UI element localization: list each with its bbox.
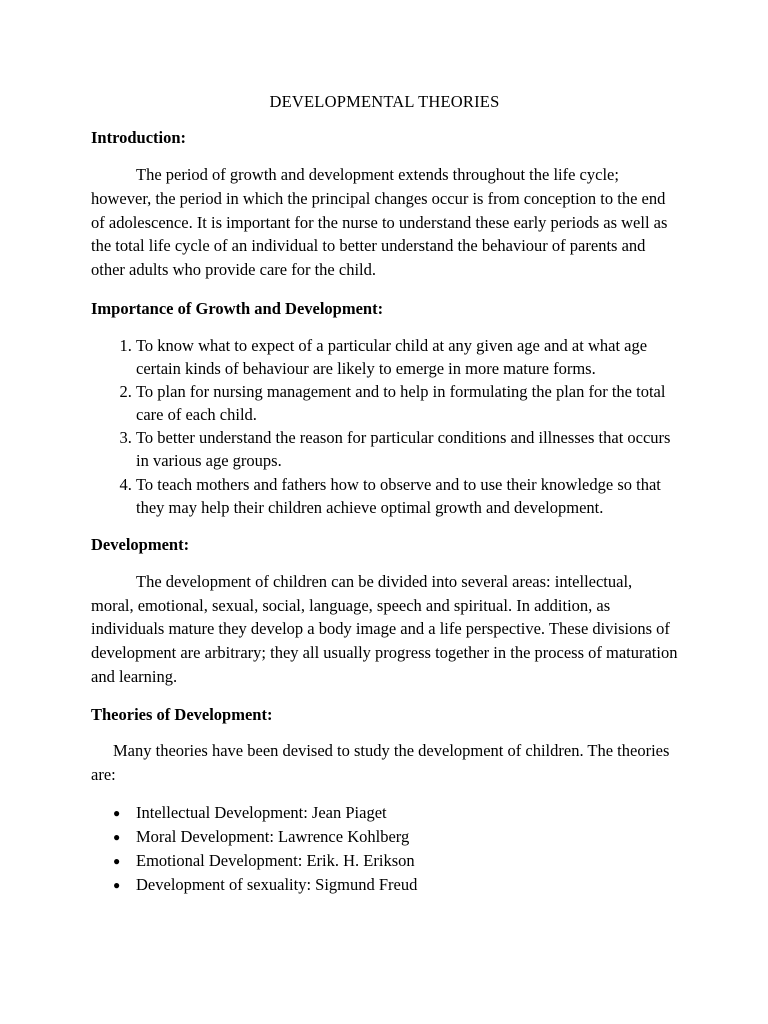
importance-list-item: 3. To better understand the reason for particular conditions and illnesses that occurs in various age groups. bbox=[136, 426, 678, 472]
theory-text: Emotional Development: Erik. H. Erikson bbox=[136, 851, 415, 871]
introduction-section bbox=[91, 126, 678, 282]
theories-intro-paragraph: Many theories have been devised to study the development of children. The theories are: bbox=[91, 740, 670, 784]
importance-list-item: 4. To teach mothers and fathers how to observe and to use their knowledge so that they may help their children achieve optimal growth and development. bbox=[136, 473, 678, 519]
theory-text: Development of sexuality: Sigmund Freud bbox=[136, 875, 418, 895]
theories-list bbox=[91, 801, 678, 897]
bullet-icon: ● bbox=[113, 830, 121, 845]
development-paragraph: The development of children can be divided into several areas: intellectual, moral, emotional, sexual, social, language, speech and spiritual. In addition, as individuals mature they develop a body image and a life perspective. These divisions of development are arbitrary; they all usually progress together in the process of maturation and learning. bbox=[91, 571, 678, 686]
theories-heading: Theories of Development: bbox=[91, 704, 273, 724]
theory-list-item bbox=[91, 825, 678, 849]
bullet-icon: ● bbox=[113, 878, 121, 893]
importance-list bbox=[91, 334, 678, 519]
theories-section bbox=[91, 703, 678, 898]
development-heading: Development: bbox=[91, 534, 190, 554]
document-title: DEVELOPMENTAL THEORIES bbox=[269, 92, 500, 111]
bullet-icon: ● bbox=[113, 854, 121, 869]
development-section bbox=[91, 533, 678, 689]
importance-heading: Importance of Growth and Development: bbox=[91, 298, 384, 318]
importance-list-item: 1. To know what to expect of a particular child at any given age and at what age certain kinds of behaviour are likely to emerge in more mature forms. bbox=[136, 334, 678, 380]
theory-list-item bbox=[91, 849, 678, 873]
theory-text: Intellectual Development: Jean Piaget bbox=[136, 803, 387, 823]
introduction-heading: Introduction: bbox=[91, 128, 187, 147]
importance-list-item: 2. To plan for nursing management and to help in formulating the plan for the total care of each child. bbox=[136, 380, 678, 426]
introduction-paragraph: The period of growth and development extends throughout the life cycle; however, the period in which the principal changes occur is from conception to the end of adolescence. It is important for the nurse to understand these early periods as well as the total life cycle of an individual to better understand the behaviour of parents and other adults who provide care for the child. bbox=[91, 165, 668, 280]
importance-section bbox=[91, 297, 678, 519]
theory-list-item bbox=[91, 873, 678, 897]
theory-text: Moral Development: Lawrence Kohlberg bbox=[136, 827, 410, 847]
bullet-icon: ● bbox=[113, 806, 121, 821]
theory-list-item bbox=[91, 801, 678, 825]
